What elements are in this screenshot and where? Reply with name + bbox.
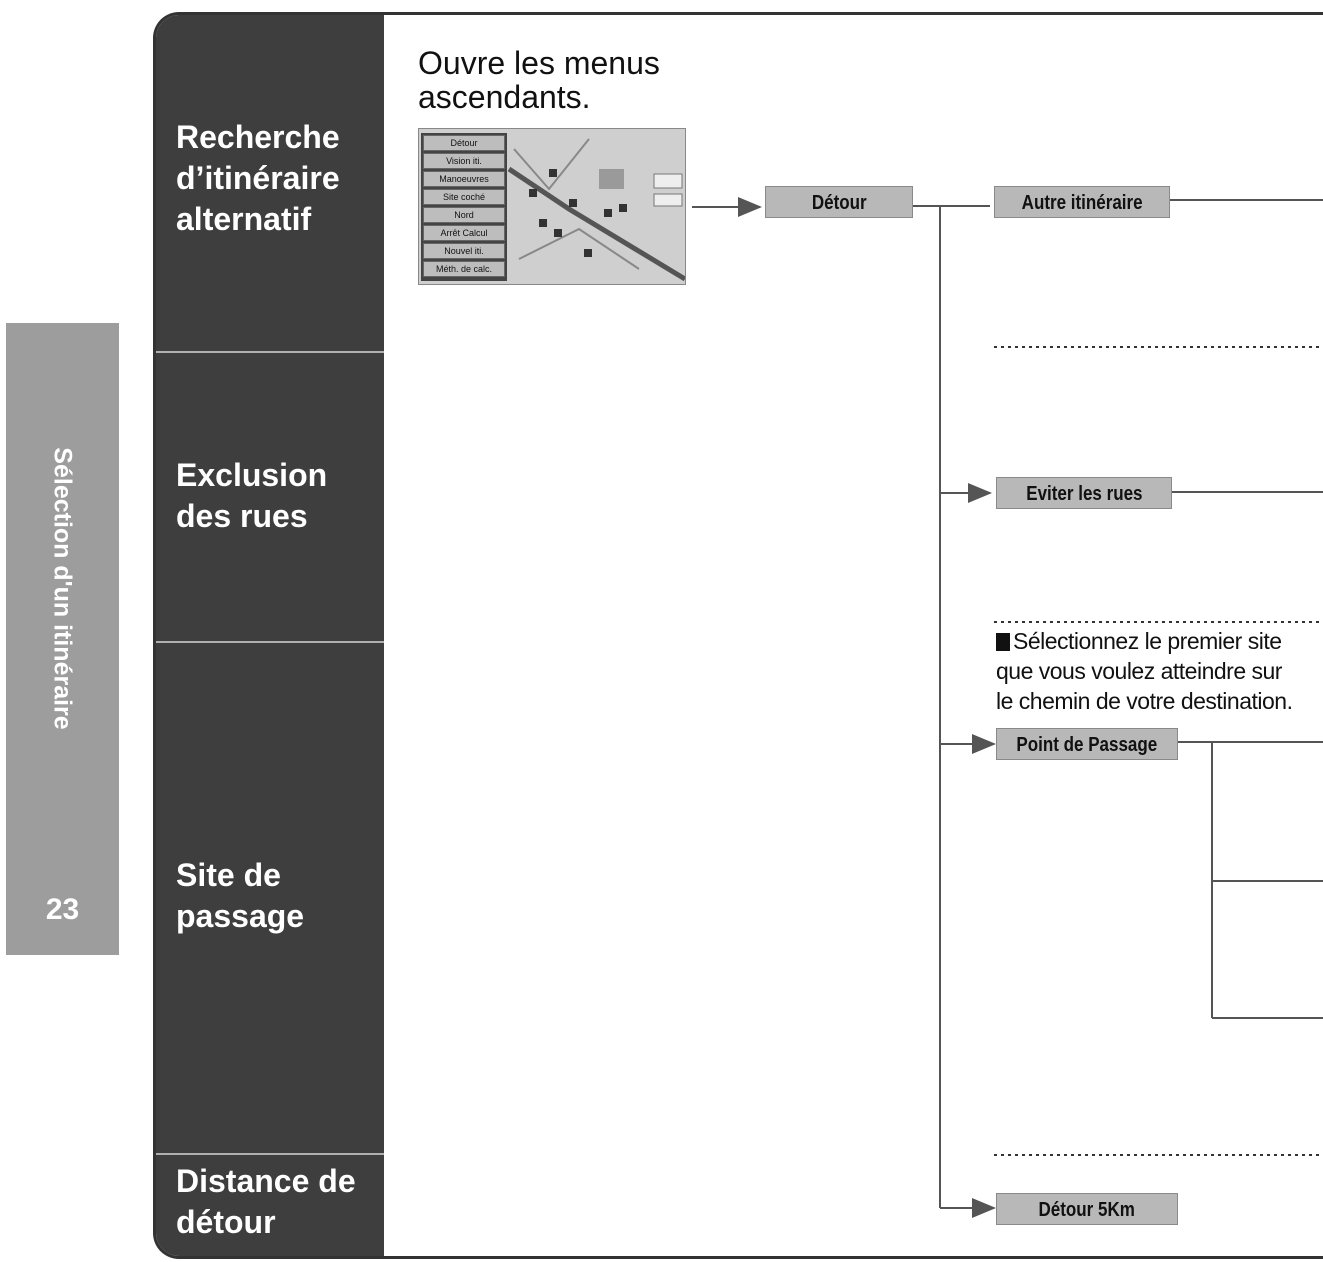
detour-5km-button[interactable]: Détour 5Km bbox=[996, 1193, 1178, 1225]
point-de-passage-button[interactable]: Point de Passage bbox=[996, 728, 1178, 760]
page-number: 23 bbox=[45, 893, 80, 926]
side-tab-title: Sélection d'un itinéraire bbox=[48, 446, 77, 730]
thumbnail-menu-item: Nord bbox=[423, 207, 505, 223]
thumbnail-menu-item: Détour bbox=[423, 135, 505, 151]
autre-itineraire-button[interactable]: Autre itinéraire bbox=[994, 186, 1170, 218]
thumbnail-menu-item: Nouvel iti. bbox=[423, 243, 505, 259]
thumbnail-menu-item: Arrêt Calcul bbox=[423, 225, 505, 241]
intro-text: Ouvre les menus ascendants. bbox=[418, 45, 660, 115]
eviter-les-rues-button[interactable]: Eviter les rues bbox=[996, 477, 1172, 509]
thumbnail-menu-item: Vision iti. bbox=[423, 153, 505, 169]
section-label: Exclusion des rues bbox=[176, 457, 328, 534]
bullet-square-icon bbox=[996, 633, 1010, 651]
thumbnail-menu-item: Manoeuvres bbox=[423, 171, 505, 187]
section-label: Distance de détour bbox=[176, 1163, 356, 1240]
detour-button[interactable]: Détour bbox=[765, 186, 913, 218]
note-text: Sélectionnez le premier site que vous voulez atteindre sur le chemin de votre destination. bbox=[996, 628, 1293, 714]
section-label: Recherche d’itinéraire alternatif bbox=[176, 119, 340, 237]
note-block bbox=[996, 626, 1292, 716]
thumbnail-menu-item: Site coché bbox=[423, 189, 505, 205]
section-label: Site de passage bbox=[176, 857, 305, 934]
thumbnail-menu-item: Méth. de calc. bbox=[423, 261, 505, 277]
